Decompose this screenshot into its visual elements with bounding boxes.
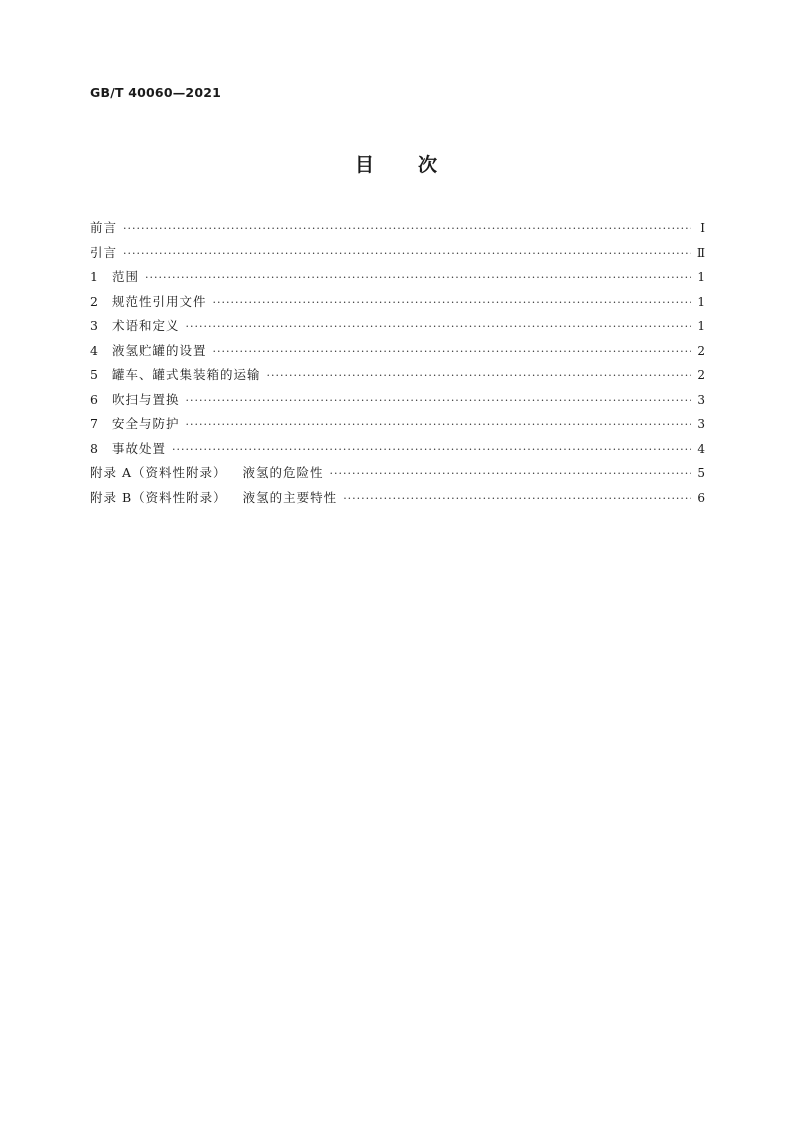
toc-list: [90, 216, 705, 510]
toc-item-label: 附录 B（资料性附录）: [90, 489, 227, 505]
toc-leader: [186, 315, 691, 340]
toc-item-number: 1: [90, 269, 98, 284]
toc-leader: [213, 291, 691, 316]
toc-item-number: 4: [90, 342, 98, 358]
toc-page-number: Ⅰ: [700, 221, 705, 235]
toc-page-number: 5: [697, 466, 705, 480]
toc-item-purge-replacement[interactable]: [90, 388, 705, 413]
page-title: [0, 150, 794, 177]
toc-item-foreword[interactable]: [90, 216, 705, 241]
toc-page-number: 1: [697, 294, 705, 309]
toc-item-number: 3: [90, 318, 98, 333]
toc-page-number: 1: [697, 319, 705, 333]
toc-leader: [145, 266, 691, 291]
toc-item-label: 安全与防护: [112, 416, 180, 431]
toc-page-number: Ⅱ: [696, 245, 705, 260]
toc-item-number: 2: [90, 293, 98, 309]
toc-item-label: 吹扫与置换: [112, 391, 180, 407]
toc-leader: [172, 438, 691, 463]
toc-page-number: 3: [697, 392, 705, 407]
page-title-part1: 目: [354, 154, 376, 176]
toc-leader: [123, 217, 691, 242]
toc-item-label: 罐车、罐式集装箱的运输: [112, 367, 261, 382]
toc-page-number: 2: [697, 368, 705, 382]
toc-item-label: 前言: [90, 220, 118, 235]
toc-item-scope[interactable]: [90, 265, 705, 290]
toc-page-number: 1: [697, 270, 705, 284]
toc-leader: [213, 340, 691, 365]
toc-item-annex-a[interactable]: [90, 461, 705, 486]
toc-leader: [330, 462, 691, 487]
toc-item-number: 7: [90, 416, 98, 431]
toc-item-number: 8: [90, 440, 98, 456]
toc-item-label: 术语和定义: [112, 318, 180, 333]
toc-item-label: 事故处置: [112, 440, 167, 456]
toc-item-terms-definitions[interactable]: [90, 314, 705, 339]
toc-page-number: 2: [697, 343, 705, 358]
toc-leader: [343, 487, 691, 512]
page-title-part2: 次: [418, 154, 440, 176]
toc-page-number: 3: [697, 417, 705, 431]
toc-page-number: 4: [697, 441, 705, 456]
toc-item-transport[interactable]: [90, 363, 705, 388]
toc-item-number: 6: [90, 391, 98, 407]
toc-item-label: 附录 A（资料性附录）: [90, 465, 227, 480]
toc-item-label: 范围: [112, 269, 140, 284]
toc-item-annex-b[interactable]: [90, 486, 705, 511]
toc-item-label: 液氢贮罐的设置: [112, 342, 207, 358]
toc-item-subtitle: 液氢的主要特性: [242, 489, 338, 505]
standard-code: GB/T 40060—2021: [90, 85, 222, 100]
toc-item-label: 引言: [90, 244, 118, 260]
toc-item-normative-references[interactable]: [90, 290, 705, 315]
toc-leader: [186, 413, 691, 438]
toc-leader: [123, 242, 691, 267]
toc-item-accident-handling[interactable]: [90, 437, 705, 462]
toc-item-label: 规范性引用文件: [112, 293, 207, 309]
toc-page-number: 6: [697, 490, 705, 505]
toc-leader: [267, 364, 691, 389]
toc-item-subtitle: 液氢的危险性: [242, 465, 324, 480]
toc-item-number: 5: [90, 367, 98, 382]
toc-item-safety-protection[interactable]: [90, 412, 705, 437]
toc-item-introduction[interactable]: [90, 241, 705, 266]
toc-leader: [186, 389, 691, 414]
toc-item-tank-setup[interactable]: [90, 339, 705, 364]
